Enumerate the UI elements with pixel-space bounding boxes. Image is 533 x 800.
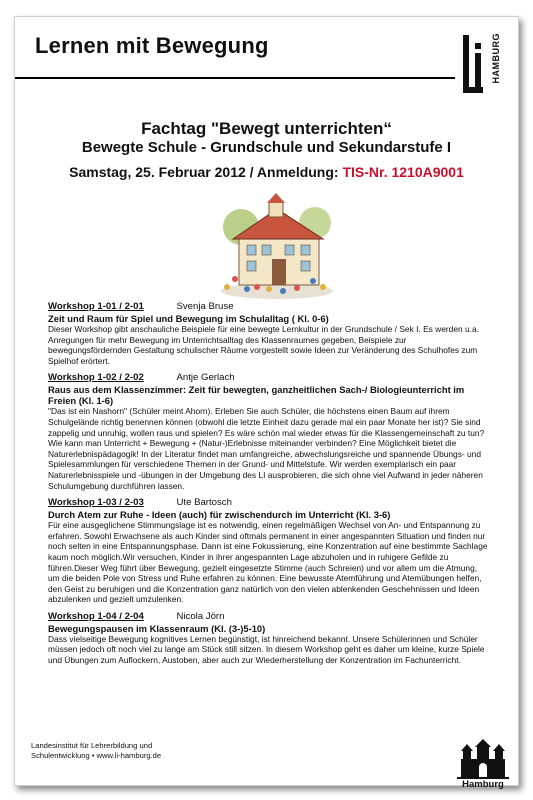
header-title: Lernen mit Bewegung [35,33,269,58]
workshop-title: Bewegungspausen im Klassenraum (Kl. (3-)5-10) [48,622,266,634]
workshop-description: "Das ist ein Nashorn" (Schüler meint Ahorn). Erleben Sie auch Schüler, die höchstens einen Baum auf ihrem Schulgelände richtig benennen können (obwohl die letzte Einheit dazu gerade mal ein paar Monate her ist)? Sie sind zappelig und unruhig, wollen raus und spielen? Es wäre schön mal wieder etwas für die Klassengemeinschaft zu tun? Wie kann man Unterricht + Bewegung + (Natur-)Erlebnisse miteinander verbinden? Eine Möglichkeit bietet die Naturerlebnispädagogik! In der Literatur findet man umfangreiche, abwechslungsreiche und spannende Übungs- und Spielesammlungen für verschiedene Themen in der Grund- und Mittelstufe. Wir werden exemplarisch ein paar Naturerlebnisspiele und -übungen in der Umgebung des LI ausprobieren, die sich ohne viel Aufwand in jeder näheren Schulumgebung durchführen lassen. [48,406,485,491]
workshop-item [48,611,488,666]
workshop-code: Workshop 1-03 / 2-03 [48,497,144,509]
footer-city: Hamburg [462,779,504,790]
workshop-description: Dass vielseitige Bewegung kognitives Lernen begünstigt, ist hinreichend bekannt. Unsere Schülerinnen und Schüler müssen jedoch oft noch viel zu lange am Stück still sitzen. In diesem Workshop geht es daher um kleine, kurze Spiele und Übungen zum Auflockern, Austoben, aber auch zur Wiederherstellung der Konzentration im Fachunterricht. [48,633,485,666]
event-title: Fachtag "Bewegt unterrichten“ [141,119,392,138]
workshop-description: Dieser Workshop gibt anschauliche Beispiele für eine bewegte Lernkultur in der Grundschule / Sek I. Es werden u.a. Anregungen für mehr Bewegung im Unterrichtsalltag des Klassenraumes gegeben, Beispiele zur bewegungsfördernden Gestaltung schulischer Räume vorgestellt sowie Ideen zur Veränderung des Schulhofes zum Spielhof erörtert. [48,324,479,366]
workshop-code: Workshop 1-04 / 2-04 [48,610,144,622]
workshop-presenter: Svenja Bruse [176,301,234,312]
workshop-title: Zeit und Raum für Spiel und Bewegung im Schulalltag ( Kl. 0-6) [48,313,329,324]
school-illustration-icon [217,193,337,301]
workshop-description: Für eine ausgeglichene Stimmungslage ist es notwendig, einen regelmäßigen Wechsel von An- und Entspannung zu erfahren. Sowohl Erwachsene als auch Kinder sind oftmals permanent in einer angespannten Situation und finden nur noch selten in eine Entspannungsphase. Dann ist eine Fokussierung, eine Konzentration auf eine bestimmte Sachlage kaum noch möglich.Wir versuchen, Kinder in ihrer angespannten Lage abzuholen und in ruhigere Gefilde zu führen.Dieser Weg führt über Bewegung, gezielt eingesetzte Stimme (auch Schreien) und vor allem um die Atmung, um die beiden Pole von Stress und Ruhe erfahren zu können. Eine bewusste Atemführung und Atemübungen helfen, den Geist zu beruhigen und die Konzentration ganz natürlich von den vielen ablenkenden Geschehnissen und Ideen abzulenken und gezielt umzulenken. [48,520,488,605]
tis-number: TIS-Nr. 1210A9001 [342,164,464,180]
workshop-item [48,372,488,491]
footer-org-line: Landesinstitut für Lehrerbildung und [31,741,153,750]
workshop-code: Workshop 1-02 / 2-02 [48,372,144,384]
event-subtitle: Bewegte Schule - Grundschule und Sekundarstufe I [81,139,452,156]
event-date-line [15,164,518,180]
flyer-page [14,16,519,790]
workshop-title: Raus aus dem Klassenzimmer: Zeit für bewegten, ganzheitlichen Sach-/ Biologieunterricht im Freien (Kl. 1-6) [48,384,465,407]
hamburg-castle-icon [455,739,511,783]
event-date: Samstag, 25. Februar 2012 / Anmeldung: [69,164,339,180]
footer-organization [31,741,161,761]
header-divider [15,77,455,79]
workshop-presenter: Nicola Jörn [176,610,225,622]
workshop-list [48,301,488,672]
logo-vertical-text: HAMBURG [491,33,501,84]
workshop-presenter: Antje Gerlach [176,372,235,384]
workshop-title: Durch Atem zur Ruhe - Ideen (auch) für zwischendurch im Unterricht (Kl. 3-6) [48,509,391,521]
workshop-presenter: Ute Bartosch [176,497,232,509]
footer-org-line: Schulentwicklung • www.li-hamburg.de [31,751,162,760]
workshop-code: Workshop 1-01 / 2-01 [48,301,144,312]
workshop-item [48,497,488,605]
workshop-item [48,301,488,366]
